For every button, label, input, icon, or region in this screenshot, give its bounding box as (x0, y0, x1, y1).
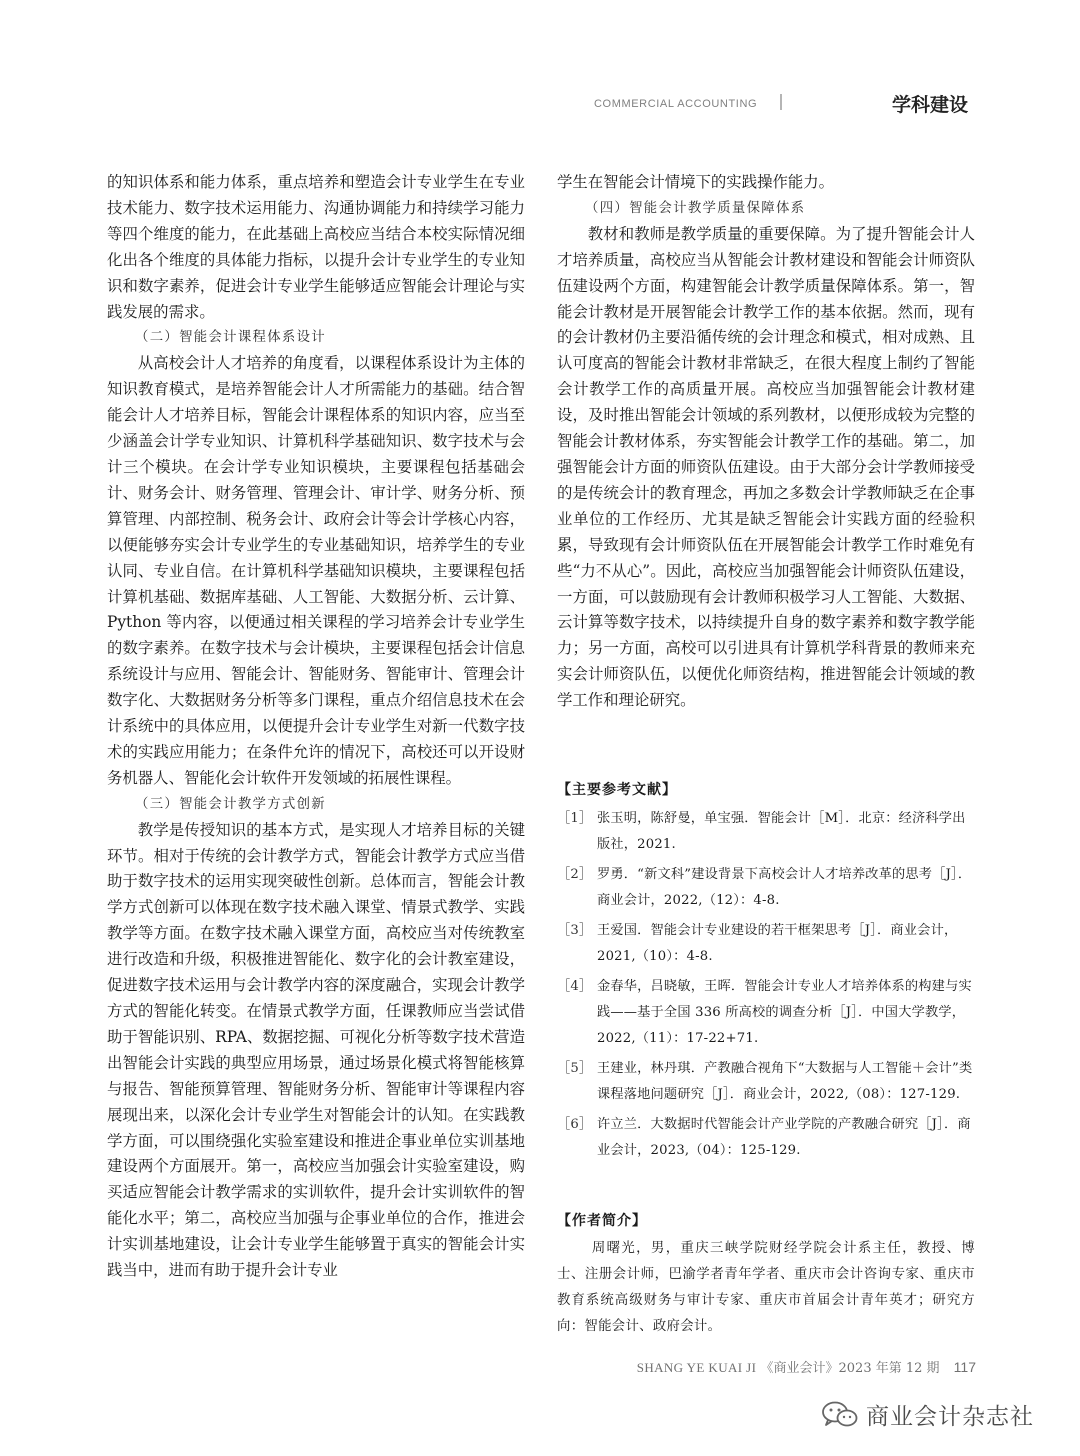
reference-number: ［1］ (557, 811, 593, 826)
reference-text: 王爱国．智能会计专业建设的若干框架思考［J］．商业会计，2021,（10）：4-8. (597, 923, 958, 964)
section-title: 学科建设 (892, 94, 969, 116)
journal-english-name: COMMERCIAL ACCOUNTING (594, 98, 758, 110)
reference-text: 金春华，吕晓敏，王晖．智能会计专业人才培养体系的构建与实践——基于全国 336 所高校的调查分析［J］．中国大学教学，2022,（11）：17-22+71. (597, 979, 972, 1046)
journal-pinyin: SHANG YE KUAI JI (636, 1360, 757, 1375)
page-number: 117 (953, 1359, 976, 1375)
reference-number: ［6］ (557, 1117, 593, 1132)
right-column (557, 170, 975, 714)
reference-number: ［3］ (557, 923, 593, 938)
reference-text: 张玉明，陈舒曼，单宝强．智能会计［M］．北京：经济科学出版社，2021. (597, 811, 966, 852)
wechat-icon (820, 1399, 860, 1429)
journal-issue: 《商业会计》2023 年第 12 期 (760, 1361, 940, 1376)
paragraph: 教学是传授知识的基本方式，是实现人才培养目标的关键环节。相对于传统的会计教学方式，智能会计教学方式应当借助于数字技术的运用实现突破性创新。总体而言，智能会计教学方式创新可以体现在数字技术融入课堂、情景式教学、实践教学等方面。在数字技术融入课堂方面，高校应当对传统教室进行改造和升级，积极推进智能化、数字化的会计教室建设，促进数字技术运用与会计教学内容的深度融合，实现会计教学方式的智能化转变。在情景式教学方面，任课教师应当尝试借助于智能识别、RPA、数据挖掘、可视化分析等数字技术营造出智能会计实践的典型应用场景，通过场景化模式将智能核算与报告、智能预算管理、智能财务分析、智能审计等课程内容展现出来，以深化会计专业学生对智能会计的认知。在实践教学方面，可以围绕强化实验室建设和推进企事业单位实训基地建设两个方面展开。第一，高校应当加强会计实验室建设，购买适应智能会计教学需求的实训软件，提升会计实训软件的智能化水平；第二，高校应当加强与企事业单位的合作，推进会计实训基地建设，让会计专业学生能够置于真实的智能会计实践当中，进而有助于提升会计专业 (107, 820, 525, 1280)
section-heading: （二）智能会计课程体系设计 (135, 330, 326, 346)
section-heading: （三）智能会计教学方式创新 (135, 796, 326, 812)
reference-list (557, 806, 977, 1164)
reference-number: ［4］ (557, 979, 593, 994)
paragraph: 的知识体系和能力体系，重点培养和塑造会计专业学生在专业技术能力、数字技术运用能力、沟通协调能力和持续学习能力等四个维度的能力，在此基础上高校应当结合本校实际情况细化出各个维度的具体能力指标，以提升会计专业学生的专业知识和数字素养，促进会计专业学生能够适应智能会计理论与实践发展的需求。 (107, 173, 525, 321)
reference-item (557, 974, 977, 1052)
reference-number: ［5］ (557, 1061, 593, 1076)
reference-text: 王建业，林丹琪．产教融合视角下“大数据与人工智能＋会计”类课程落地问题研究［J］．商业会计，2022,（08）：127-129. (597, 1061, 973, 1102)
reference-item (557, 806, 977, 858)
left-column (107, 170, 525, 1284)
reference-item (557, 1056, 977, 1108)
references-heading: 【主要参考文献】 (557, 782, 677, 798)
reference-number: ［2］ (557, 867, 593, 882)
section-heading: （四）智能会计教学质量保障体系 (585, 200, 806, 216)
reference-item (557, 918, 977, 970)
author-heading: 【作者简介】 (557, 1213, 647, 1229)
account-watermark (820, 1397, 1060, 1431)
author-bio: 周曙光，男，重庆三峡学院财经学院会计系主任，教授、博士、注册会计师，巴渝学者青年学者、重庆市会计咨询专家、重庆市教育系统高级财务与审计专家、重庆市首届会计青年英才；研究方向：智能会计、政府会计。 (557, 1241, 975, 1334)
paragraph: 教材和教师是教学质量的重要保障。为了提升智能会计人才培养质量，高校应当从智能会计教材建设和智能会计师资队伍建设两个方面，构建智能会计教学质量保障体系。第一，智能会计教材是开展智能会计教学工作的基本依据。然而，现有的会计教材仍主要沿循传统的会计理念和模式，相对成熟、且认可度高的智能会计教材非常缺乏，在很大程度上制约了智能会计教学工作的高质量开展。高校应当加强智能会计教材建设，及时推出智能会计领域的系列教材，以便形成较为完整的智能会计教材体系，夯实智能会计教学工作的基础。第二，加强智能会计方面的师资队伍建设。由于大部分会计学教师接受的是传统会计的教育理念，再加之多数会计学教师缺乏在企事业单位的工作经历、尤其是缺乏智能会计实践方面的经验积累，导致现有会计师资队伍在开展智能会计教学工作时难免有些“力不从心”。因此，高校应当加强智能会计师资队伍建设，一方面，可以鼓励现有会计教师积极学习人工智能、大数据、云计算等数字技术，以持续提升自身的数字素养和数字教学能力；另一方面，高校可以引进具有计算机学科背景的教师来充实会计师资队伍，以便优化师资结构，推进智能会计领域的教学工作和理论研究。 (557, 224, 975, 710)
reference-text: 罗勇．“新文科”建设背景下高校会计人才培养改革的思考［J］．商业会计，2022,（12）：4-8. (597, 867, 972, 908)
watermark-text: 商业会计杂志社 (866, 1403, 1034, 1430)
reference-item (557, 1112, 977, 1164)
paragraph: 从高校会计人才培养的角度看，以课程体系设计为主体的知识教育模式，是培养智能会计人才所需能力的基础。结合智能会计人才培养目标，智能会计课程体系的知识内容，应当至少涵盖会计学专业知识、计算机科学基础知识、数字技术与会计三个模块。在会计学专业知识模块，主要课程包括基础会计、财务会计、财务管理、管理会计、审计学、财务分析、预算管理、内部控制、税务会计、政府会计等会计学核心内容，以便能够夯实会计专业学生的专业基础知识，培养学生的专业认同、专业自信。在计算机科学基础知识模块，主要课程包括计算机基础、数据库基础、人工智能、大数据分析、云计算、Python 等内容，以便通过相关课程的学习培养会计专业学生的数字素养。在数字技术与会计模块，主要课程包括会计信息系统设计与应用、智能会计、智能财务、智能审计、管理会计数字化、大数据财务分析等多门课程，重点介绍信息技术在会计系统中的具体应用，以便提升会计专业学生对新一代数字技术的实践应用能力；在条件允许的情况下，高校还可以开设财务机器人、智能化会计软件开发领域的拓展性课程。 (107, 354, 525, 787)
paragraph: 学生在智能会计情境下的实践操作能力。 (557, 173, 835, 191)
reference-text: 许立兰．大数据时代智能会计产业学院的产教融合研究［J］．商业会计，2023,（04）：125-129. (597, 1117, 971, 1158)
header-divider (780, 94, 782, 110)
page-footer (624, 1357, 976, 1377)
reference-item (557, 862, 977, 914)
